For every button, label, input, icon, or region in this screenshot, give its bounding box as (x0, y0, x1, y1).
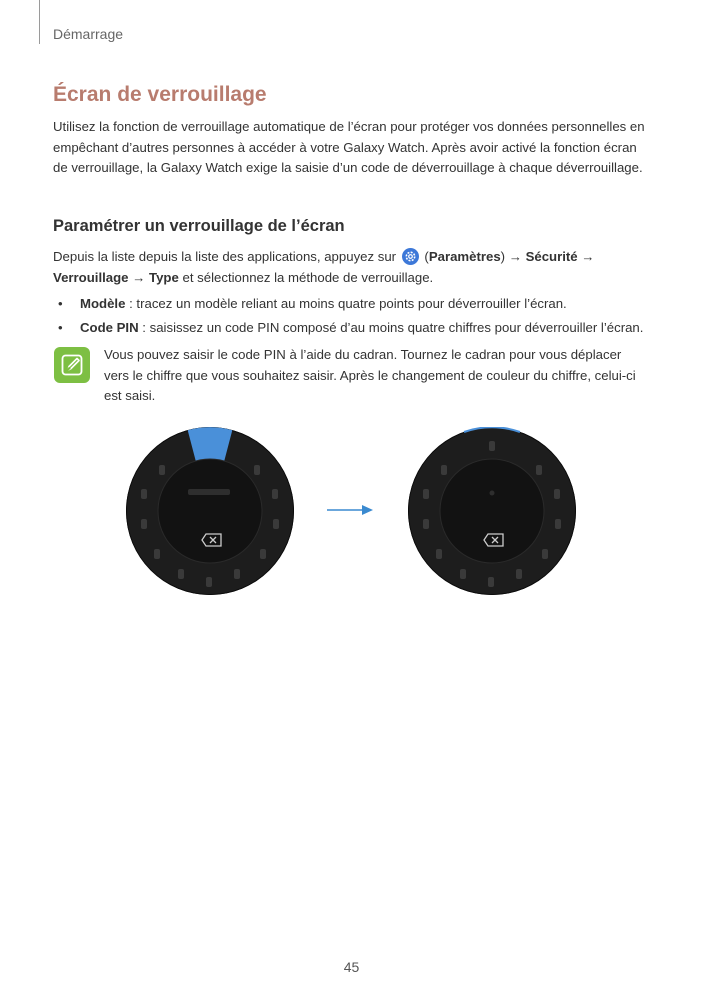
watch-dial (408, 427, 576, 595)
settings-path-paragraph (53, 247, 653, 288)
path-paren-open: ( (420, 249, 429, 264)
bullet-text: : tracez un modèle reliant au moins quatre points pour déverrouiller l’écran. (125, 296, 567, 311)
list-item (58, 294, 658, 318)
watch-dial (126, 427, 294, 595)
note-text: Vous pouvez saisir le code PIN à l’aide du cadran. Tournez le cadran pour vous déplacer vers le chiffre que vous souhaitez saisir. Après le changement de couleur du chiffre, celui-ci est saisi. (104, 347, 636, 403)
watch-after-pin-entry (408, 427, 576, 595)
header-rule (39, 0, 40, 44)
page-number: 45 (343, 959, 360, 975)
arrow-right-icon (326, 502, 374, 523)
watch-before-pin-entry (126, 427, 294, 595)
path-suffix: et sélectionnez la méthode de verrouillage. (178, 269, 434, 285)
path-lock: Verrouillage (53, 269, 129, 285)
bullet-term: Code PIN (80, 320, 139, 335)
bullet-symbol: • (58, 320, 63, 335)
note-pencil-icon (54, 347, 90, 383)
page-title: Écran de verrouillage (53, 83, 267, 106)
settings-gear-icon (402, 248, 419, 265)
section-header: Démarrage (53, 26, 124, 42)
path-security: Sécurité (525, 249, 578, 264)
path-type: Type (149, 269, 179, 285)
path-paren-close: ) → (500, 249, 526, 264)
path-arrow-1: → (577, 249, 595, 264)
list-item (58, 318, 658, 342)
bullet-symbol: • (58, 296, 63, 311)
bullet-term: Modèle (80, 296, 126, 311)
bullet-text: : saisissez un code PIN composé d’au moins quatre chiffres pour déverrouiller l’écran. (138, 320, 644, 335)
subheading: Paramétrer un verrouillage de l’écran (53, 217, 345, 235)
path-settings: Paramètres (428, 249, 501, 264)
path-arrow-2: → (128, 269, 150, 285)
lock-method-list (58, 294, 658, 342)
intro-paragraph: Utilisez la fonction de verrouillage automatique de l’écran pour protéger vos données personnelles en empêchant d’autres personnes à accéder à votre Galaxy Watch. Après avoir activé la fonction écran de verrouillage, la Galaxy Watch exige la saisie d’un code de déverrouillage à chaque déverrouillage. (53, 119, 645, 175)
path-prefix: Depuis la liste depuis la liste des applications, appuyez sur (53, 249, 397, 264)
